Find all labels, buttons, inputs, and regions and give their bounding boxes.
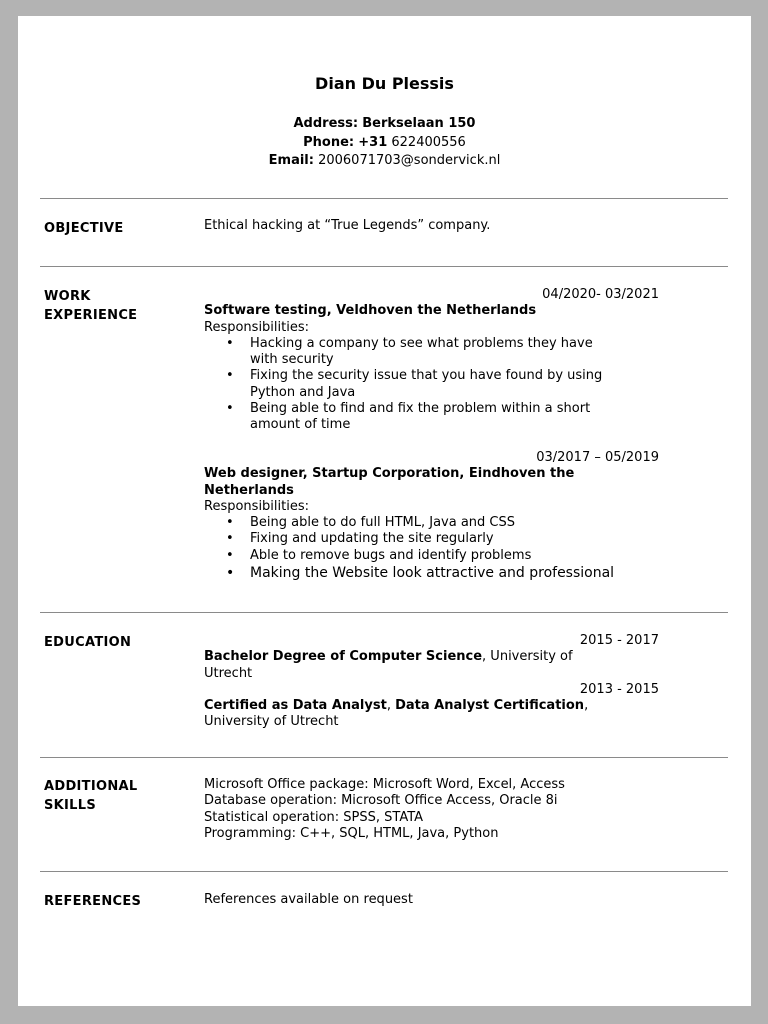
heading-line: SKILLS <box>44 798 97 813</box>
certification-name: Data Analyst Certification <box>395 698 585 714</box>
section-divider <box>40 266 728 267</box>
responsibility-item <box>226 515 659 531</box>
education-dates: 2015 - 2017 <box>579 633 659 648</box>
resume-page <box>18 16 751 1006</box>
education-dates: 2013 - 2015 <box>579 681 659 697</box>
job-dates: 03/2017 – 05/2019 <box>536 450 659 465</box>
skills-heading <box>44 777 174 815</box>
separator: , <box>584 698 589 714</box>
section-divider <box>40 757 728 758</box>
section-divider <box>40 612 728 613</box>
skill-line: Statistical operation: SPSS, STATA <box>204 809 424 825</box>
email-line <box>18 152 751 170</box>
degree-name: Bachelor Degree of Computer Science <box>204 649 483 665</box>
item-line: Fixing and updating the site regularly <box>250 531 494 547</box>
phone-code: +31 <box>358 135 388 150</box>
references-heading: REFERENCES <box>44 894 142 909</box>
education-list <box>204 633 659 731</box>
job-title: Web designer, Startup Corporation, Eindhoven the <box>204 466 575 482</box>
candidate-name: Dian Du Plessis <box>315 74 454 93</box>
institution-text: , University of <box>482 649 573 665</box>
bullet-icon: • <box>226 515 234 531</box>
phone-label: Phone: <box>303 135 355 150</box>
section-divider <box>40 871 728 872</box>
education-entry <box>204 649 659 665</box>
item-line: Python and Java <box>250 384 356 400</box>
bullet-icon: • <box>226 368 234 384</box>
item-line: Hacking a company to see what problems they have <box>250 335 593 351</box>
education-heading: EDUCATION <box>44 635 132 650</box>
job-dates: 04/2020- 03/2021 <box>542 287 659 302</box>
job-title-cont: Netherlands <box>204 482 294 498</box>
phone-line <box>18 134 751 152</box>
separator: , <box>386 698 396 714</box>
responsibility-item <box>226 401 659 434</box>
bullet-icon: • <box>226 335 234 351</box>
responsibility-list <box>204 336 659 434</box>
responsibility-item <box>226 531 659 547</box>
email-value: 2006071703@sondervick.nl <box>318 153 501 168</box>
responsibility-item <box>226 335 659 369</box>
responsibility-list <box>204 515 659 583</box>
item-line: Being able to do full HTML, Java and CSS <box>250 515 516 531</box>
item-line: Fixing the security issue that you have found by using <box>250 368 603 384</box>
job-title: Software testing, Veldhoven the Netherlands <box>204 303 537 319</box>
heading-line: EXPERIENCE <box>44 308 138 323</box>
item-line: amount of time <box>250 417 351 433</box>
education-entry <box>204 698 659 714</box>
job-entry <box>204 450 659 583</box>
responsibilities-label: Responsibilities: <box>204 319 309 335</box>
work-experience-heading <box>44 287 174 325</box>
bullet-icon: • <box>226 401 234 417</box>
section-divider <box>40 198 728 199</box>
heading-line: WORK <box>44 289 91 304</box>
institution-text-cont: University of Utrecht <box>204 714 339 730</box>
address-label: Address: <box>293 116 359 131</box>
skills-list <box>204 777 659 842</box>
skill-line: Programming: C++, SQL, HTML, Java, Python <box>204 825 499 841</box>
heading-line: ADDITIONAL <box>44 779 138 794</box>
skill-line: Microsoft Office package: Microsoft Word, Excel, Access <box>204 777 565 792</box>
institution-text-cont: Utrecht <box>204 665 253 681</box>
item-line: Being able to find and fix the problem within a short <box>250 401 591 417</box>
objective-text: Ethical hacking at “True Legends” company. <box>204 218 491 233</box>
bullet-icon: • <box>226 565 235 582</box>
responsibility-item <box>226 547 659 564</box>
references-text: References available on request <box>204 892 413 907</box>
skill-line: Database operation: Microsoft Office Access, Oracle 8i <box>204 793 558 809</box>
address-value: Berkselaan 150 <box>362 116 476 131</box>
responsibility-item <box>226 368 659 401</box>
responsibilities-label: Responsibilities: <box>204 498 309 514</box>
responsibility-item <box>226 564 659 583</box>
job-entry <box>204 287 659 434</box>
bullet-icon: • <box>226 547 234 563</box>
address-line <box>18 115 751 133</box>
degree-name: Certified as Data Analyst <box>204 698 387 714</box>
email-label: Email: <box>268 153 314 168</box>
item-line: with security <box>250 352 334 368</box>
bullet-icon: • <box>226 531 234 547</box>
item-line: Making the Website look attractive and professional <box>250 565 615 582</box>
phone-number: 622400556 <box>391 135 466 150</box>
item-line: Able to remove bugs and identify problems <box>250 547 532 563</box>
objective-heading: OBJECTIVE <box>44 221 124 236</box>
